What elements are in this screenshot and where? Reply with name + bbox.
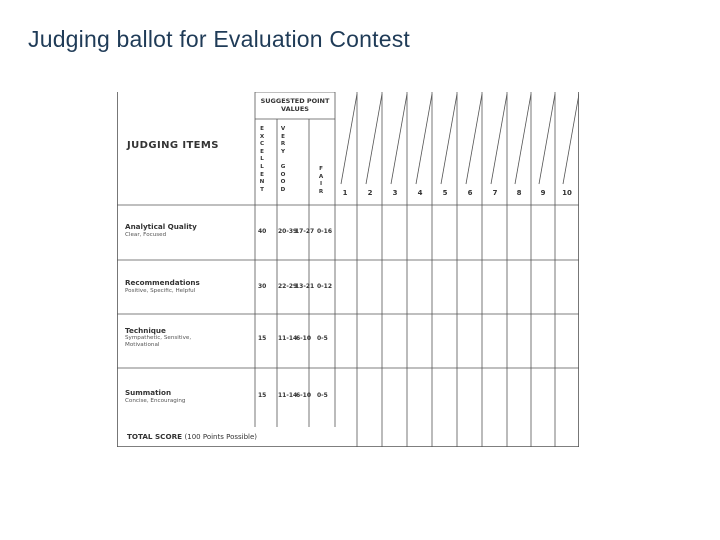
analytical-quality-good: 17-27	[295, 228, 315, 235]
summation-excellent: 15	[258, 392, 267, 399]
summation-good: 6-10	[296, 392, 312, 399]
item-analytical-quality: Analytical Quality	[125, 222, 197, 231]
judge-number-3: 3	[392, 189, 398, 197]
item-recommendations-desc: Positive, Specific, Helpful	[125, 288, 196, 294]
item-recommendations: Recommendations	[125, 278, 200, 287]
very-good-header: V E R Y G O O D	[280, 126, 286, 193]
item-analytical-quality-desc: Clear, Focused	[125, 232, 167, 238]
slide-title: Judging ballot for Evaluation Contest	[28, 26, 411, 52]
item-technique-desc: Sympathetic, Sensitive, Motivational	[125, 335, 192, 348]
judge-number-10: 10	[562, 189, 572, 197]
judge-number-1: 1	[342, 189, 348, 197]
summation-very-good: 11-14	[278, 392, 298, 399]
judge-number-2: 2	[367, 189, 373, 197]
total-score-label	[127, 432, 257, 441]
recommendations-good: 13-21	[295, 283, 315, 290]
technique-good: 6-10	[296, 335, 312, 342]
recommendations-excellent: 30	[258, 283, 267, 290]
judge-number-6: 6	[467, 189, 473, 197]
recommendations-fair: 0-12	[317, 283, 333, 290]
fair-header: F A I R	[318, 166, 324, 195]
excellent-header: E X C E L L E N T	[259, 126, 265, 193]
analytical-quality-fair: 0-16	[317, 228, 333, 235]
judge-number-4: 4	[417, 189, 423, 197]
total-score-title: TOTAL SCORE	[127, 432, 183, 441]
technique-very-good: 11-14	[278, 335, 298, 342]
analytical-quality-very-good: 20-39	[278, 228, 298, 235]
total-score-subtitle: (100 Points Possible)	[184, 433, 258, 441]
summation-fair: 0-5	[317, 392, 328, 399]
judge-number-8: 8	[516, 189, 522, 197]
item-summation: Summation	[125, 388, 172, 397]
suggested-point-values-heading: SUGGESTED POINT VALUES	[260, 97, 330, 113]
item-summation-desc: Concise, Encouraging	[125, 398, 186, 404]
technique-excellent: 15	[258, 335, 267, 342]
judging-ballot-table	[117, 92, 579, 447]
analytical-quality-excellent: 40	[258, 228, 267, 235]
judge-number-7: 7	[492, 189, 498, 197]
judging-items-heading: JUDGING ITEMS	[127, 140, 219, 151]
judge-number-9: 9	[540, 189, 546, 197]
judge-number-5: 5	[442, 189, 448, 197]
recommendations-very-good: 22-29	[278, 283, 298, 290]
item-technique: Technique	[125, 326, 166, 335]
technique-fair: 0-5	[317, 335, 328, 342]
